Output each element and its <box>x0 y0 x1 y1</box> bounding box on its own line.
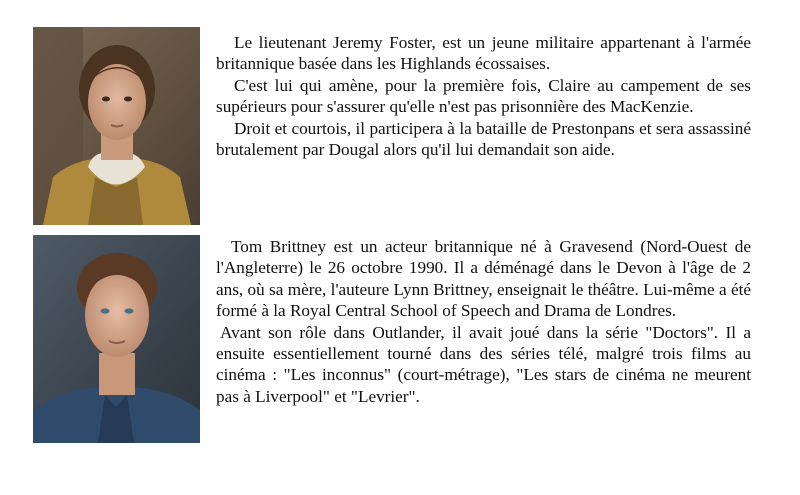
paragraph: Tom Brittney est un acteur britannique né à Gravesend (Nord-Ouest de l'Angleterre) le 26 octobre 1990. Il a déménagé dans le Devon à l'âge de 2 ans, où sa mère, l'auteure Lynn Brittney, enseignait le théâtre. Lui-même a été formé à la Royal Central School of Speech and Drama de Londres. <box>216 237 751 321</box>
paragraph: Le lieutenant Jeremy Foster, est un jeune militaire appartenant à l'armée britannique basée dans les Highlands écossaises. <box>216 33 751 74</box>
actor-biography <box>216 236 751 407</box>
paragraph: C'est lui qui amène, pour la première fois, Claire au campement de ses supérieurs pour s'assurer qu'elle n'est pas prisonnière des MacKenzie. <box>216 75 751 117</box>
portrait-photo-2-image <box>33 235 200 443</box>
portrait-photo-1-image <box>33 27 200 225</box>
paragraph: Avant son rôle dans Outlander, il avait joué dans la série "Doctors". Il a ensuite essentiellement tourné dans des séries télé, malgré trois films au cinéma : "Les inconnus" (court-métrage), "Les stars de cinéma ne meurent pas à Liverpool" et "Levrier". <box>216 322 751 406</box>
character-description <box>216 32 751 160</box>
paragraph: Droit et courtois, il participera à la bataille de Prestonpans et sera assassiné brutalement par Dougal alors qu'il lui demandait son aide. <box>216 118 751 160</box>
portrait-photo-jeremy-foster <box>33 27 200 225</box>
portrait-photo-tom-brittney <box>33 235 200 443</box>
